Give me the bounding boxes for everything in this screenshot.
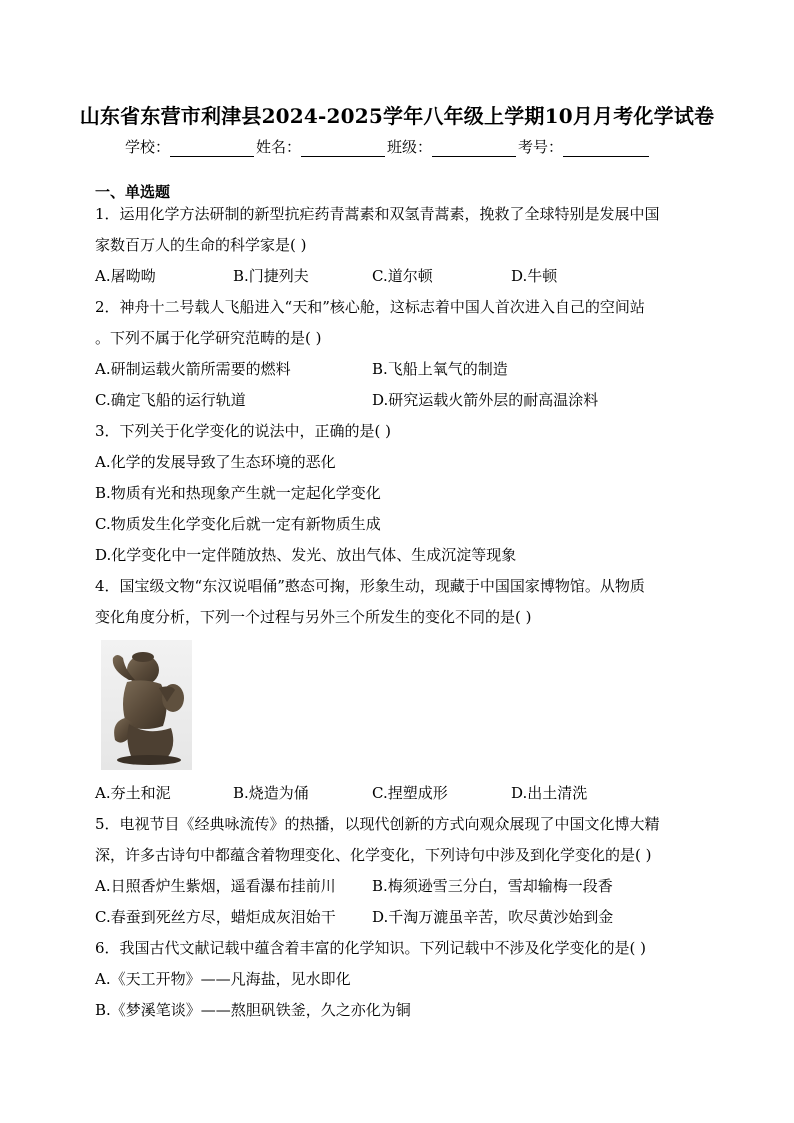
q4-stem-line1: 4．国宝级文物“东汉说唱俑”憨态可掬，形象生动，现藏于中国国家博物馆。从物质 xyxy=(95,577,645,595)
q4-stem-line2: 变化角度分析，下列一个过程与另外三个所发生的变化不同的是( ) xyxy=(95,608,532,626)
q2-option-a: A.研制运载火箭所需要的燃料 xyxy=(95,360,291,378)
q2-stem-line2: 。下列不属于化学研究范畴的是( ) xyxy=(95,329,322,347)
q5-option-d: D.千淘万漉虽辛苦，吹尽黄沙始到金 xyxy=(372,908,614,926)
q1-option-b: B.门捷列夫 xyxy=(233,267,309,285)
q5-stem-line2: 深，许多古诗句中都蕴含着物理变化、化学变化，下列诗句中涉及到化学变化的是( ) xyxy=(95,846,652,864)
name-blank xyxy=(301,142,385,157)
section-heading: 一、单选题 xyxy=(95,183,171,201)
q1-option-d: D.牛顿 xyxy=(511,267,558,285)
q5-option-c: C.春蚕到死丝方尽，蜡炬成灰泪始干 xyxy=(95,908,336,926)
q6-option-a: A.《天工开物》——凡海盐，见水即化 xyxy=(95,970,351,988)
q1-option-c: C.道尔顿 xyxy=(372,267,433,285)
q1-option-a: A.屠呦呦 xyxy=(95,267,156,285)
figurine-illustration-icon xyxy=(101,640,192,770)
class-label: 班级： xyxy=(387,138,433,156)
q4-option-a: A.夯土和泥 xyxy=(95,784,171,802)
q5-option-b: B.梅须逊雪三分白，雪却输梅一段香 xyxy=(372,877,613,895)
school-blank xyxy=(170,142,254,157)
q4-option-d: D.出土清洗 xyxy=(511,784,588,802)
q2-option-c: C.确定飞船的运行轨道 xyxy=(95,391,246,409)
q3-stem-line1: 3．下列关于化学变化的说法中，正确的是( ) xyxy=(95,422,392,440)
name-label: 姓名： xyxy=(256,138,302,156)
q1-stem-line1: 1．运用化学方法研制的新型抗疟药青蒿素和双氢青蒿素，挽救了全球特别是发展中国 xyxy=(95,205,660,223)
q6-option-b: B.《梦溪笔谈》——熬胆矾铁釜，久之亦化为铜 xyxy=(95,1001,411,1019)
q5-stem-line1: 5．电视节目《经典咏流传》的热播，以现代创新的方式向观众展现了中国文化博大精 xyxy=(95,815,660,833)
q3-option-d: D.化学变化中一定伴随放热、发光、放出气体、生成沉淀等现象 xyxy=(95,546,517,564)
exam-title: 山东省东营市利津县2024-2025学年八年级上学期10月月考化学试卷 xyxy=(79,104,715,128)
q5-option-a: A.日照香炉生紫烟，遥看瀑布挂前川 xyxy=(95,877,336,895)
q4-option-c: C.捏塑成形 xyxy=(372,784,448,802)
storyteller-figurine-image xyxy=(101,640,192,770)
school-label: 学校： xyxy=(125,138,171,156)
q4-option-b: B.烧造为俑 xyxy=(233,784,309,802)
q2-option-d: D.研究运载火箭外层的耐高温涂料 xyxy=(372,391,599,409)
q3-option-b: B.物质有光和热现象产生就一定起化学变化 xyxy=(95,484,381,502)
q1-stem-line2: 家数百万人的生命的科学家是( ) xyxy=(95,236,307,254)
q2-option-b: B.飞船上氧气的制造 xyxy=(372,360,508,378)
number-blank xyxy=(563,142,649,157)
number-label: 考号： xyxy=(518,138,564,156)
q3-option-a: A.化学的发展导致了生态环境的恶化 xyxy=(95,453,336,471)
q2-stem-line1: 2．神舟十二号载人飞船进入“天和”核心舱，这标志着中国人首次进入自己的空间站 xyxy=(95,298,645,316)
class-blank xyxy=(432,142,516,157)
student-info-row xyxy=(125,136,651,157)
q3-option-c: C.物质发生化学变化后就一定有新物质生成 xyxy=(95,515,381,533)
q6-stem-line1: 6．我国古代文献记载中蕴含着丰富的化学知识。下列记载中不涉及化学变化的是( ) xyxy=(95,939,647,957)
